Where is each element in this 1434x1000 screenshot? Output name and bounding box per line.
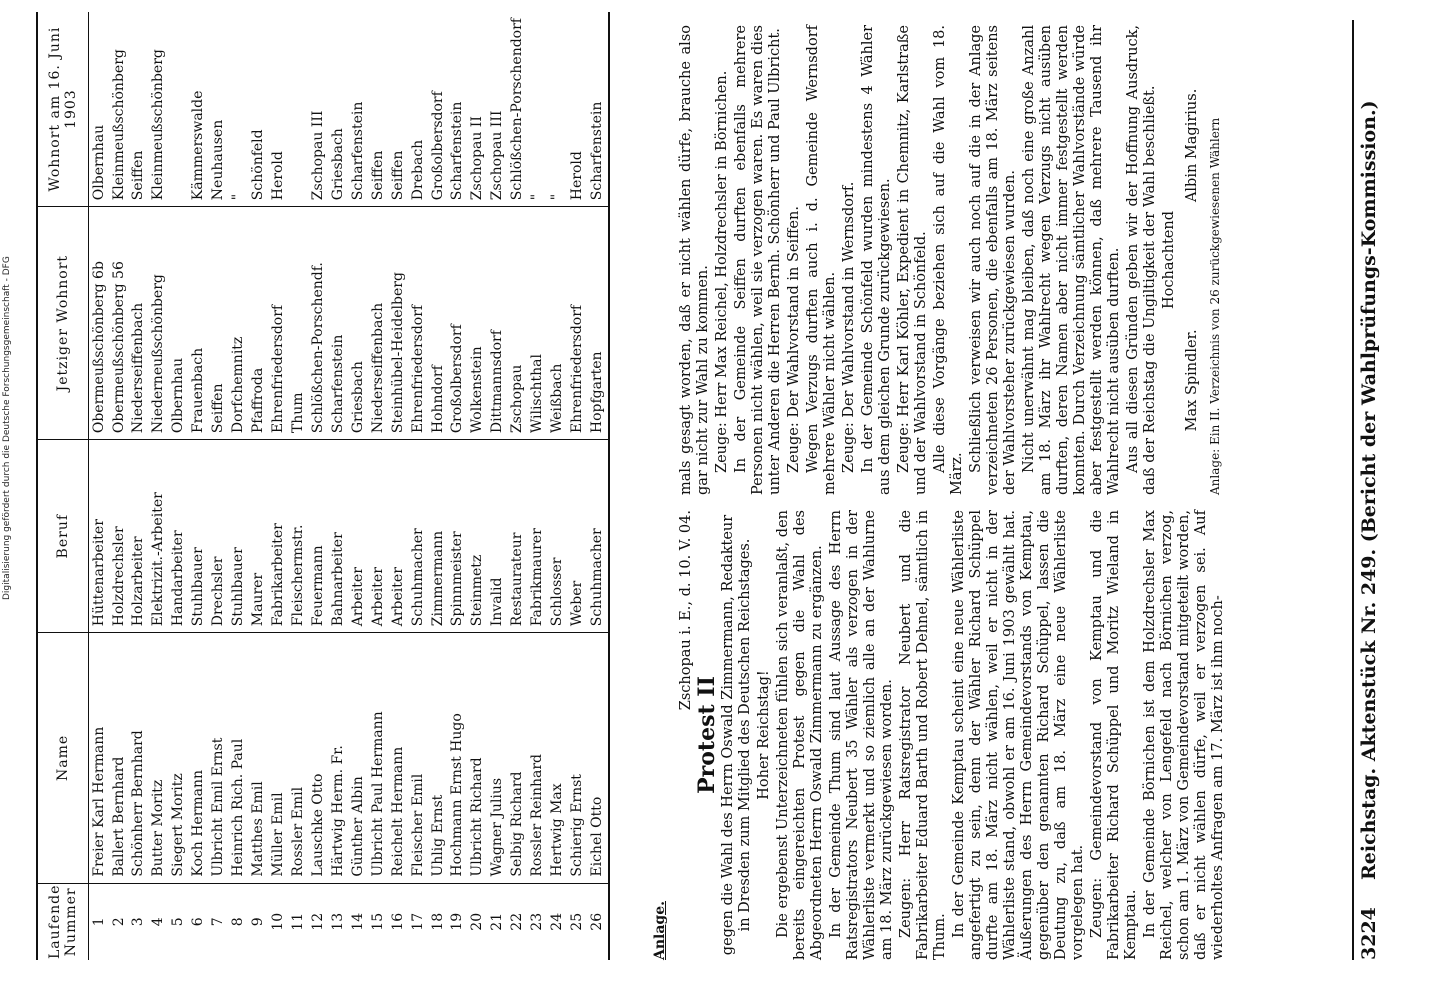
table-cell: Herold [569, 151, 586, 201]
paragraph: Alle diese Vorgänge beziehen sich auf die Wahl vom 18. März. [932, 25, 965, 495]
running-header [1358, 20, 1386, 960]
table-cell: Niederseiffenbach [129, 207, 149, 440]
table-cell: Bahnarbeiter [328, 440, 348, 633]
table-cell: Spinnmeister [448, 440, 468, 633]
table-cell: 5 [169, 883, 189, 960]
table-cell: Scharfenstein [328, 207, 348, 440]
table-cell [288, 12, 308, 207]
table-cell: 2 [109, 883, 129, 960]
table-cell: Thum [288, 207, 308, 440]
table-cell: Kämmerswalde [190, 90, 207, 201]
annex-label: Anlage. [652, 900, 668, 960]
table-cell: 13 [328, 883, 348, 960]
paragraph: In der Gemeinde Seiffen durften ebenfalls mehrere Personen nicht wählen, weil sie verzogen waren. Es waren dies unter Anderen die Herren Bernh. Schönherr und Paul Ulbricht. [733, 25, 783, 495]
table-cell: 9 [249, 883, 269, 960]
table-cell: Schierig Ernst [568, 633, 588, 883]
table-cell: Obermeußschönberg 6b [89, 207, 110, 440]
table-cell: Pfaffroda [249, 207, 269, 440]
page-number: 3224 [1358, 907, 1380, 960]
table-cell: Griesbach [348, 207, 368, 440]
digitization-note: Digitalisierung gefördert durch die Deutsche Forschungsgemeinschaft - DFG [2, 256, 12, 600]
table-cell: Arbeiter [368, 440, 388, 633]
table-cell: 11 [288, 883, 308, 960]
table-cell: Schuhmacher [588, 440, 609, 633]
table-cell: Heinrich Rich. Paul [229, 633, 249, 883]
table-cell: Fleischer Emil [408, 633, 428, 883]
paragraph: In der Gemeinde Schönfeld wurden mindestens 4 Wähler aus dem gleichen Grunde zurückgewiesen. [860, 25, 893, 495]
table-cell: Ballert Bernhard [109, 633, 129, 883]
table-cell: 16 [388, 883, 408, 960]
table-cell: " [549, 193, 566, 201]
table-row [288, 12, 308, 960]
table-cell: 24 [548, 883, 568, 960]
signature: Albin Magirius. [1184, 88, 1200, 203]
table-row [109, 12, 129, 960]
paragraph: Aus all diesen Gründen geben wir der Hoffnung Ausdruck, daß der Reichstag die Ungiltigkeit der Wahl beschließt. [1125, 25, 1158, 495]
table-cell: Hopfgarten [588, 207, 609, 440]
table-row [308, 12, 328, 960]
paragraph: Zeuge: Der Wahlvorstand in Wernsdorf. [841, 181, 857, 473]
table-cell: Zschopau III [489, 110, 506, 201]
protest-subject: gegen die Wahl des Herrn Oswald Zimmermann, Redakteur in Dresden zum Mitglied des Deutschen Reichstages. [720, 514, 753, 956]
table-cell: Stuhlbauer [229, 440, 249, 633]
column-header: Wohnort am 16. Juni 1903 [37, 12, 89, 207]
table-cell: Härtwig Herm. Fr. [328, 633, 348, 883]
table-cell: Ehrenfriedersdorf [269, 207, 289, 440]
table-header-row [37, 12, 89, 960]
table-cell: Eichel Otto [588, 633, 609, 883]
table-row [588, 12, 609, 960]
table-cell: Großolbersdorf [448, 207, 468, 440]
table-cell: Niederseiffenbach [368, 207, 388, 440]
table-cell: Koch Hermann [189, 633, 209, 883]
table-row [129, 12, 149, 960]
table-cell: Weber [568, 440, 588, 633]
header-rule [1352, 20, 1354, 960]
table-cell: 3 [129, 883, 149, 960]
table-cell: Fabrikmaurer [528, 440, 548, 633]
table-cell: Obermeußschönberg 56 [109, 207, 129, 440]
table-cell: Rossler Reinhard [528, 633, 548, 883]
table-cell: Niederneußschönberg [149, 207, 169, 440]
table-row [548, 12, 568, 960]
rejected-voters-table [36, 12, 610, 960]
signatures [1184, 25, 1201, 495]
table-cell: Seiffen [389, 150, 406, 201]
table-cell: Günther Albin [348, 633, 368, 883]
table-row [249, 12, 269, 960]
table-row [189, 12, 209, 960]
table-cell: 17 [408, 883, 428, 960]
table-cell: Ehrenfriedersdorf [568, 207, 588, 440]
table-cell: 25 [568, 883, 588, 960]
table-cell: Drechsler [209, 440, 229, 633]
table-cell: Maurer [249, 440, 269, 633]
table-cell: Scharfenstein [449, 101, 466, 201]
table-cell: 22 [508, 883, 528, 960]
table-cell: 20 [468, 883, 488, 960]
table-cell: Uhlig Ernst [428, 633, 448, 883]
table-cell: 15 [368, 883, 388, 960]
paragraph: Die ergebenst Unterzeichneten fühlen sich veranlaßt, den bereits eingereichten Protest gegen die Wahl des Abgeordneten Herrn Oswald Zimmermann zu ergänzen. [775, 510, 825, 960]
table-cell: Schönfeld [250, 129, 267, 201]
column-header: Beruf [37, 440, 89, 633]
table-row [89, 12, 110, 960]
column-header: Laufende Nummer [37, 883, 89, 960]
protest-heading: Protest II [694, 676, 720, 794]
table-cell: 23 [528, 883, 548, 960]
paragraph: Nicht unerwähnt mag bleiben, daß noch eine große Anzahl am 18. März ihr Wahlrecht wegen Verzugs nicht ausüben durften, deren Namen aber nicht immer festgestellt werden konnten. Durch Verzeichnung sämtlicher Wahlvorstände würde aber festgestellt werden können, daß mehrere Tausend ihr Wahlrecht nicht ausüben durften. [1021, 25, 1122, 495]
table-cell: Seiffen [130, 150, 147, 201]
table-cell: Feuermann [308, 440, 328, 633]
table-cell: Ulbricht Richard [468, 633, 488, 883]
table-cell: " [230, 193, 247, 201]
table-cell: 12 [308, 883, 328, 960]
table-cell: Schlößchen-Porschendf. [308, 207, 328, 440]
table-cell: Invalid [488, 440, 508, 633]
table-cell: Zschopau II [469, 116, 486, 201]
place-date: Zschopau i. E., d. 10. V. 04. [678, 510, 694, 711]
table-cell: Zschopau [508, 207, 528, 440]
table-cell: 6 [189, 883, 209, 960]
table-row [269, 12, 289, 960]
table-cell: Fleischermstr. [288, 440, 308, 633]
table-cell: Scharfenstein [588, 12, 609, 207]
table-cell: Reichelt Hermann [388, 633, 408, 883]
table-row [368, 12, 388, 960]
table-row [448, 12, 468, 960]
table-cell: Restaurateur [508, 440, 528, 633]
table-cell: Hochmann Ernst Hugo [448, 633, 468, 883]
table-row [229, 12, 249, 960]
paragraph: mals gesagt worden, daß er nicht wählen dürfe, brauche also gar nicht zur Wahl zu kommen. [678, 25, 711, 495]
table-cell: 7 [209, 883, 229, 960]
table-cell: Zschopau III [309, 110, 326, 201]
table-cell: 10 [269, 883, 289, 960]
paragraph: Wegen Verzugs durften auch i. d. Gemeinde Wernsdorf mehrere Wähler nicht wählen. [805, 25, 838, 495]
table-cell: Seiffen [209, 207, 229, 440]
table-row [169, 12, 189, 960]
table-cell: Ulbricht Emil Ernst [209, 633, 229, 883]
table-cell: Arbeiter [348, 440, 368, 633]
paragraph: In der Gemeinde Kemptau scheint eine neue Wählerliste angefertigt zu sein, denn der Wähler Richard Schüppel durfte am 18. März nicht wählen, weil er nicht in der Wählerliste stand, obwohl er am 16. Juni 1903 gewählt hat. Äußerungen des Herrn Gemeindevorstands von Kemptau, gegenüber den genannten Richard Schüppel, lassen die Deutung zu, daß am 18. März eine neue Wählerliste vorgelegen hat. [951, 510, 1086, 960]
table-cell: Handarbeiter [169, 440, 189, 633]
table-cell: Frauenbach [189, 207, 209, 440]
table-row [209, 12, 229, 960]
table-cell: Weißbach [548, 207, 568, 440]
column-header: Jetziger Wohnort [37, 207, 89, 440]
paragraph: Schließlich verweisen wir auch noch auf die in der Anlage verzeichneten 26 Personen, die ebenfalls am 18. März seitens der Wahlvorsteher zurückgewiesen wurden. [968, 25, 1018, 495]
table-row [508, 12, 528, 960]
table-cell: Griesbach [329, 128, 346, 201]
table-cell: Holzarbeiter [129, 440, 149, 633]
table-cell: Ehrenfriedersdorf [408, 207, 428, 440]
table-row [388, 12, 408, 960]
paragraph: Zeuge: Der Wahlvorstand in Seiffen. [786, 206, 802, 473]
paragraph: Zeugen: Gemeindevorstand von Kemptau und die Fabrikarbeiter Richard Schüppel und Moritz Wieland in Kemptau. [1089, 510, 1139, 960]
table-cell: Matthes Emil [249, 633, 269, 883]
table-cell: Steinmetz [468, 440, 488, 633]
table-cell: Wolkenstein [468, 207, 488, 440]
signature: Max Spindler. [1184, 329, 1200, 432]
table-row [408, 12, 428, 960]
paragraph: In der Gemeinde Börnichen ist dem Holzdrechsler Max Reichel, welcher von Lengefeld nach Börnichen verzog, schon am 1. März von Gemeindevorstand mitgeteilt worden, daß er nicht wählen dürfe, weil er verzogen sei. Auf wiederholtes Anfragen am 17. März ist ihm noch- [1142, 510, 1226, 960]
table-cell: Herold [270, 151, 286, 201]
table-cell: Selbig Richard [508, 633, 528, 883]
table-cell: 4 [149, 883, 169, 960]
anlage-note: Anlage: Ein II. Verzeichnis von 26 zurückgewiesenen Wählern [1208, 117, 1222, 495]
table-row [348, 12, 368, 960]
table-cell: Hertwig Max [548, 633, 568, 883]
table-cell: Dittmannsdorf [488, 207, 508, 440]
table-cell: Arbeiter [388, 440, 408, 633]
table-cell: Seiffen [369, 150, 386, 201]
table-row [488, 12, 508, 960]
left-column [678, 510, 1348, 960]
running-title: Reichstag. Aktenstück Nr. 249. (Bericht der Wahlprüfungs-Kommission.) [1358, 100, 1380, 880]
table-cell: Stuhlbauer [189, 440, 209, 633]
paragraph: In der Gemeinde Thum sind laut Aussage des Herrn Ratsregistrators Neubert 35 Wähler als verzogen in der Wählerliste vermerkt und so ziemlich alle an der Wahlurne am 18. März zurückgewiesen worden. [828, 510, 895, 960]
table-cell: Scharfenstein [349, 101, 366, 201]
table-cell: Ulbricht Paul Hermann [368, 633, 388, 883]
table-cell: Lauschke Otto [308, 633, 328, 883]
table-cell: Zimmermann [428, 440, 448, 633]
table-cell: Butter Moritz [149, 633, 169, 883]
table-row [428, 12, 448, 960]
table-cell: Wagner Julius [488, 633, 508, 883]
table-cell: Kleinmeußschönberg [110, 49, 127, 201]
table-cell: Kleinmeußschönberg [150, 49, 167, 201]
table-cell: Freier Karl Hermann [89, 633, 110, 883]
table-cell: Olbernhau [90, 124, 107, 201]
table-cell: " [529, 193, 546, 201]
table-cell: Schuhmacher [408, 440, 428, 633]
table-cell: Hüttenarbeiter [89, 440, 110, 633]
table-row [568, 12, 588, 960]
table-cell [169, 12, 189, 207]
table-row [328, 12, 348, 960]
table-cell: 1 [89, 883, 110, 960]
table-cell: Rossler Emil [288, 633, 308, 883]
paragraph: Zeuge: Herr Max Reichel, Holzdrechsler in Börnichen. [714, 70, 730, 473]
table-cell: Elektrizit.-Arbeiter [149, 440, 169, 633]
table-cell: 8 [229, 883, 249, 960]
table-cell: Wilischthal [528, 207, 548, 440]
table-row [528, 12, 548, 960]
table-cell: Neuhausen [210, 119, 227, 201]
table-cell: Schönherr Bernhard [129, 633, 149, 883]
table-body [89, 12, 610, 960]
table-cell: 26 [588, 883, 609, 960]
table-cell: Dorfchemnitz [229, 207, 249, 440]
paragraph: Zeugen: Herr Ratsregistrator Neubert und die Fabrikarbeiter Eduard Barth und Robert Dehnel, sämtlich in Thum. [898, 510, 948, 960]
table-cell: Siegert Moritz [169, 633, 189, 883]
table-cell: 19 [448, 883, 468, 960]
closing: Hochachtend [1161, 211, 1177, 309]
table-cell: Holzdrechsler [109, 440, 129, 633]
salutation: Hoher Reichstag! [756, 670, 772, 800]
table-cell: 14 [348, 883, 368, 960]
table-cell: Schlößchen-Porschendorf [509, 18, 526, 201]
table-cell: 18 [428, 883, 448, 960]
table-cell: 21 [488, 883, 508, 960]
table-cell: Olbernhau [169, 207, 189, 440]
paragraph: Zeuge: Herr Karl Köhler, Expedient in Chemnitz, Karlstraße und der Wahlvorstand in Schönfeld. [896, 25, 929, 495]
table-cell: Drebach [409, 139, 426, 201]
table-row [149, 12, 169, 960]
table-cell: Schlosser [548, 440, 568, 633]
right-column [678, 25, 1348, 495]
table-cell: Großolbersdorf [429, 91, 446, 201]
table-cell: Müller Emil [269, 633, 289, 883]
table-cell: Hohndorf [428, 207, 448, 440]
table-cell: Fabrikarbeiter [269, 440, 289, 633]
column-header: Name [37, 633, 89, 883]
table-cell: Steinhübel-Heidelberg [388, 207, 408, 440]
table-row [468, 12, 488, 960]
